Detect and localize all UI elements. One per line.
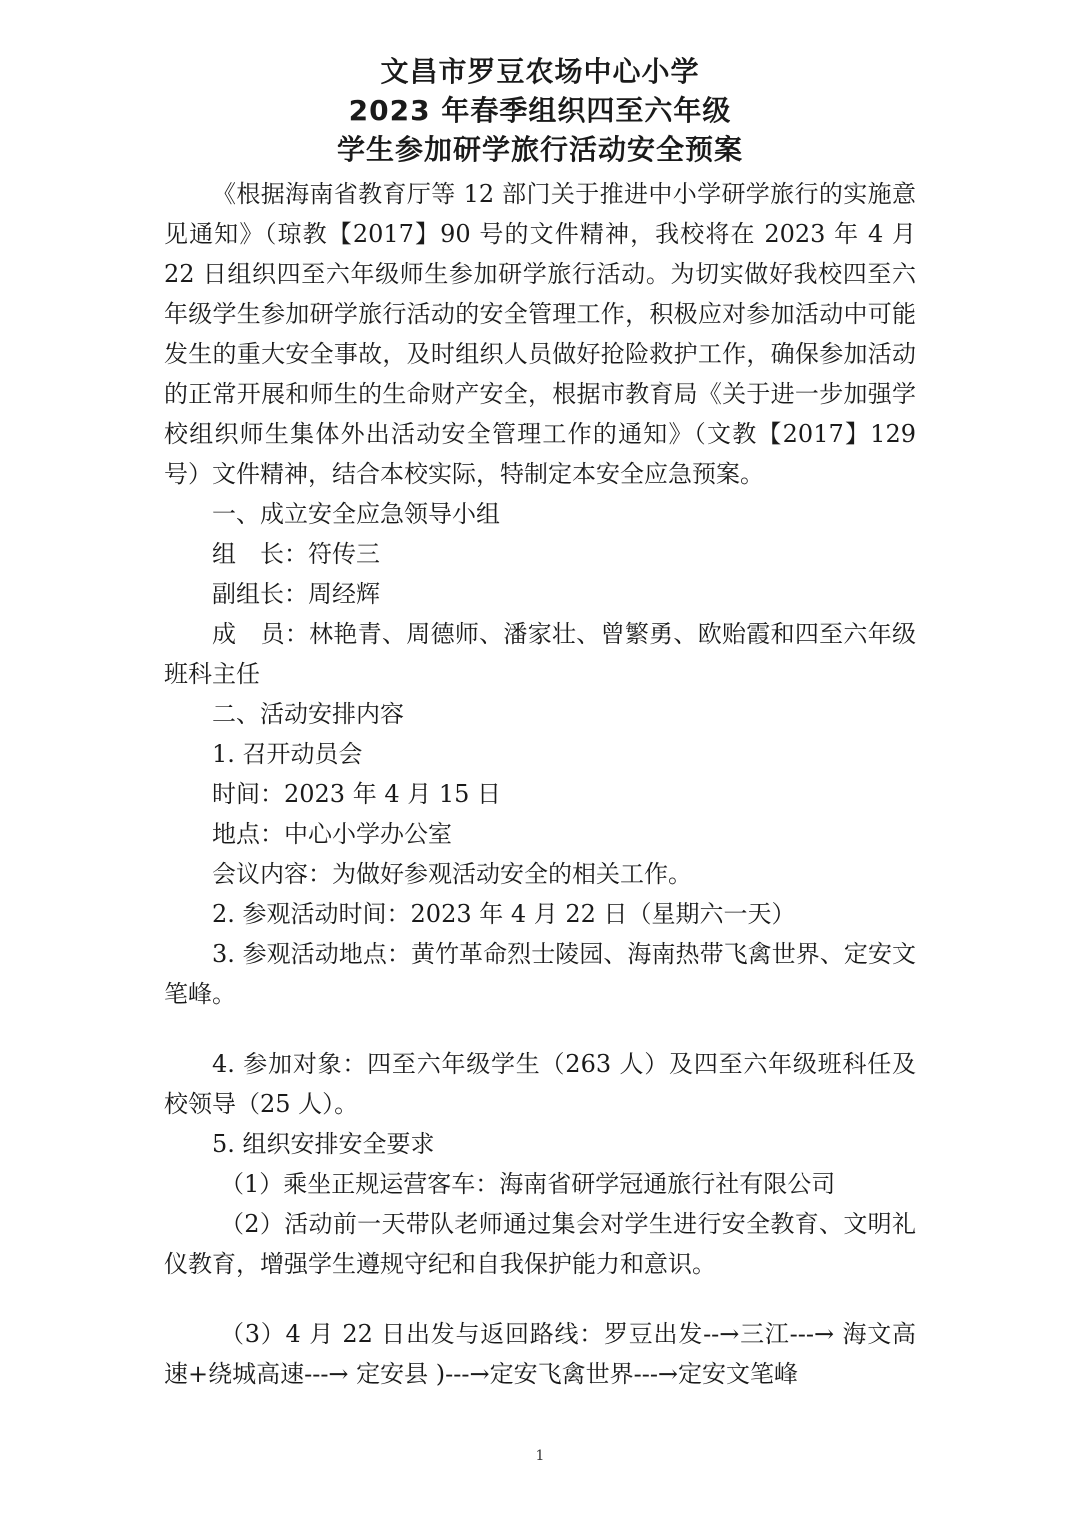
title-line-school: 文昌市罗豆农场中心小学 [380,55,700,88]
document-body [164,174,916,1394]
meeting-content: 会议内容：为做好参观活动安全的相关工作。 [212,860,692,888]
item-safety-requirements: 5. 组织安排安全要求 [212,1130,435,1158]
item-participants: 4. 参加对象：四至六年级学生（263 人）及四至六年级班科任及校领导（25 人）。 [164,1050,916,1118]
section-heading-leadership: 一、成立安全应急领导小组 [212,500,500,528]
document-title [0,52,1080,169]
requirement-bus: （1）乘坐正规运营客车：海南省研学冠通旅行社有限公司 [220,1170,836,1198]
item-visit-location: 3. 参观活动地点：黄竹革命烈士陵园、海南热带飞禽世界、定安文笔峰。 [164,940,916,1008]
title-line-term: 2023 年春季组织四至六年级 [348,94,732,127]
members-line: 成 员：林艳青、周德师、潘家壮、曾繁勇、欧贻霞和四至六年级班科主任 [164,620,916,688]
deputy-leader-line: 副组长：周经辉 [212,580,380,608]
meeting-place: 地点：中心小学办公室 [212,820,452,848]
intro-paragraph: 《根据海南省教育厅等 12 部门关于推进中小学研学旅行的实施意见通知》（琼教【2017】90 号的文件精神，我校将在 2023 年 4 月 22 日组织四至六年级师生参加研学旅行活动。为切实做好我校四至六年级学生参加研学旅行活动的安全管理工作，积极应对参加活动中可能发生的重大安全事故，及时组织人员做好抢险救护工作，确保参加活动的正常开展和师生的生命财产安全，根据市教育局《关于进一步加强学校组织师生集体外出活动安全管理工作的通知》（文教【2017】129 号）文件精神，结合本校实际，特制定本安全应急预案。 [164,180,916,488]
section-heading-activities: 二、活动安排内容 [212,700,404,728]
page-number: 1 [535,1448,545,1464]
item-visit-time: 2. 参观活动时间：2023 年 4 月 22 日（星期六一天） [212,900,796,928]
leader-line: 组 长：符传三 [212,540,380,568]
requirement-education: （2）活动前一天带队老师通过集会对学生进行安全教育、文明礼仪教育，增强学生遵规守纪和自我保护能力和意识。 [164,1210,916,1278]
title-line-subject: 学生参加研学旅行活动安全预案 [336,133,743,166]
item-mobilization-meeting: 1. 召开动员会 [212,740,363,768]
requirement-route: （3）4 月 22 日出发与返回路线：罗豆出发--→三江---→ 海文高速+绕城高速---→ 定安县 )---→定安飞禽世界---→定安文笔峰 [164,1320,916,1388]
meeting-time: 时间：2023 年 4 月 15 日 [212,780,502,808]
